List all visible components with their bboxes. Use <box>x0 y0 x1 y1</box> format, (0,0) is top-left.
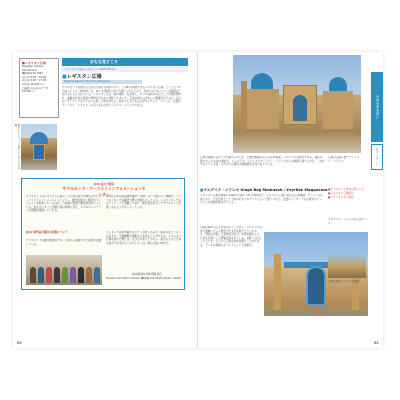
jica-signature: JICA海外協力隊 伊藤 紗江 <box>132 273 163 276</box>
person-figure <box>38 267 44 283</box>
legend-item: ●サマルカンド市内の見どころ <box>328 188 364 191</box>
group-photo <box>26 255 102 285</box>
person-figure <box>94 267 100 283</box>
jica-text-col1b: サマルカンドの観光振興のため、日本から派遣された隊員が活動している。 <box>26 239 102 246</box>
info-line: □撮影 ◎写真 ◎ビデオ 10,000スム <box>22 86 49 94</box>
person-figure <box>70 267 76 283</box>
dome-shape <box>329 77 347 91</box>
photo-caption: 夜のライトアップも美しいレギスタン広場 <box>14 124 20 169</box>
section-header: おもな見どころ <box>62 58 188 66</box>
jica-text-col2: JICAは日本の政府開発援助（ODA）を一元的に行う機関で、ウズベキスタンでは観光分野の支援も行っている。このセンターではボランティアも活動しており、旅行者が安心してサマルカンドを楽しめるようサポートしている。 <box>106 195 182 209</box>
intro-text: 広場の南側にはモスクが建てられたが、広場が整備されたのは15世紀、ウルグベクの時代である。現在の姿になったのは17世紀で、シェルドル・メドレセとティラカリ・メドレセがこの時期に建てられた。この3つのメドレセは、それぞれの時代の建築様式を今に伝えている。 <box>200 156 324 167</box>
person-figure <box>46 267 52 283</box>
person-figure <box>54 267 60 283</box>
info-line: ☎(66)235-7852 <box>22 72 44 76</box>
portal-shape <box>33 144 45 160</box>
info-line: ◎料金 40,000スム <box>22 82 45 86</box>
madrasa-caption: ウルグベク・メドレセの正面アーチ <box>328 218 367 225</box>
jica-column-box <box>21 178 185 290</box>
ulugh-beg-title-text: ウルグベク・メドレセ Ulugh Beg Madrasah / Улугбек Мадрасаси <box>203 188 328 192</box>
legend-item: ●レギスタン広場周辺 <box>328 192 354 195</box>
ulugh-beg-title <box>200 188 328 193</box>
dome-shape <box>30 132 48 144</box>
ulugh-beg-text2: 当時は100人以上の学生がここで学び、ウルグベク自身も教壇に立って数学や天文学を教えたといわれる。現在は内部に土産物店が並び、中庭を囲むように学生が暮らした部屋が残されている。2階へ上がることもでき、そこから広場全体を見渡すことができる。アーチの両脇に立つミナレットも見事だ。 <box>200 226 262 247</box>
title-mark: ■ <box>200 188 204 192</box>
legend-item: ●ウズベキスタン国内 <box>328 196 354 199</box>
building-shape <box>323 91 353 129</box>
arch-shape <box>306 266 326 306</box>
jica-text-col2b: センターでは市内観光のツアーの申し込みや、周辺の見どころへの行き方、交通機関の情報などを得ることができる。レギスタン広場を訪れた際には、ぜひ立ち寄ってみたい。地元の人々と日本の協力で生まれたこのセンターは、旅の心強い味方だ。 <box>106 231 182 245</box>
right-page <box>198 52 383 348</box>
person-figure <box>30 267 36 283</box>
top-photo-caption: 広場の正面に建つティラカリ・メドレセ <box>328 156 359 163</box>
person-figure <box>78 267 84 283</box>
mosque-photo <box>233 55 361 153</box>
page-number-right: 61 <box>374 341 379 345</box>
left-page <box>13 52 198 348</box>
person-figure <box>62 267 68 283</box>
dome-shape <box>251 73 273 89</box>
building-shape <box>247 89 279 129</box>
jica-address: Tourist Information Center ☎(66)233-0528 ◎9:00〜18:00 <box>106 277 181 280</box>
jica-subhead: JICA 海外協力隊員の活動について <box>26 230 68 234</box>
sight-subtitle: Registan Square / Регистан Майдони <box>62 80 142 84</box>
info-line: ◎冬季 8:00〜17:00 <box>22 79 47 83</box>
info-box-title: ■レギスタン広場 <box>22 61 46 65</box>
arch-shape <box>293 95 307 121</box>
info-box <box>19 58 59 118</box>
side-tab-country: ウズベキスタン <box>371 72 383 142</box>
small-photo <box>328 254 366 278</box>
side-tab-city: サマルカンド <box>371 144 383 170</box>
jica-header-line1: JICA 協力で開設 <box>94 183 114 186</box>
title-mark: ■ <box>62 74 67 80</box>
page-number-left: 60 <box>17 341 22 345</box>
sight-title <box>62 73 102 80</box>
small-photo-caption: 広場を囲むメドレセの夜景 <box>328 280 360 283</box>
body-text: サマルカンドを訪れる人が必ず訪れる場所であり、この町の象徴であるレギスタン広場。ここに立つ3つのメドレセ（神学校）は、15〜17世紀にかけて建てられたもので、中央アジアのイスラム建築を代表するものとされている。レギスタンとは「砂の場所」を意味し、かつては町の中心として市場が開かれ、重要な布告の発表や処刑が行われた場所でもあった。広場の周りはきれいに整備されており、夜にはライトアップされてさらに美しい姿を見せる。向かって左にあるのがウルグベク・メドレセ、正面がティラカリ・メドレセ、右手にあるのがシェルドル・メドレセである。 <box>62 86 182 107</box>
person-figure <box>86 267 92 283</box>
minaret-shape <box>274 254 281 310</box>
info-line: Registan Square <box>22 65 44 68</box>
book-spread <box>13 52 383 348</box>
sight-title-text: レギスタン広場 <box>66 74 102 80</box>
ulugh-beg-text1: レギスタン広場の西側に1420年に建てられた神学校で、レギスタン広場で最も古い建築物。ティムールの孫であり、天文学者としても知られるウルグベクによって建てられた。正面のファサードには星をモチーフにした装飾が施されている。 <box>200 194 323 205</box>
registan-photo <box>21 124 57 170</box>
info-line: ◎日中 8:00〜19:00 <box>22 75 47 79</box>
jica-header-line2: サマルカンド・ツーリストインフォメーションセンター <box>62 186 146 197</box>
jica-text-col1: サマルカンドのレギスタン広場近くに日本の協力で開設されたツーリストインフォメーションセンター。観光客向けに地図やパンフレットを配布しているほか、日本語や英語で観光案内を行っている。地元のスタッフが旅行者の質問に答え、ホテルやレストランの情報を提供してくれる。 <box>26 195 102 213</box>
info-line: Samarkand <box>22 68 37 72</box>
section-subheader: レギスタン広場からの見どころ MAP P.36-A2 <box>62 67 188 72</box>
